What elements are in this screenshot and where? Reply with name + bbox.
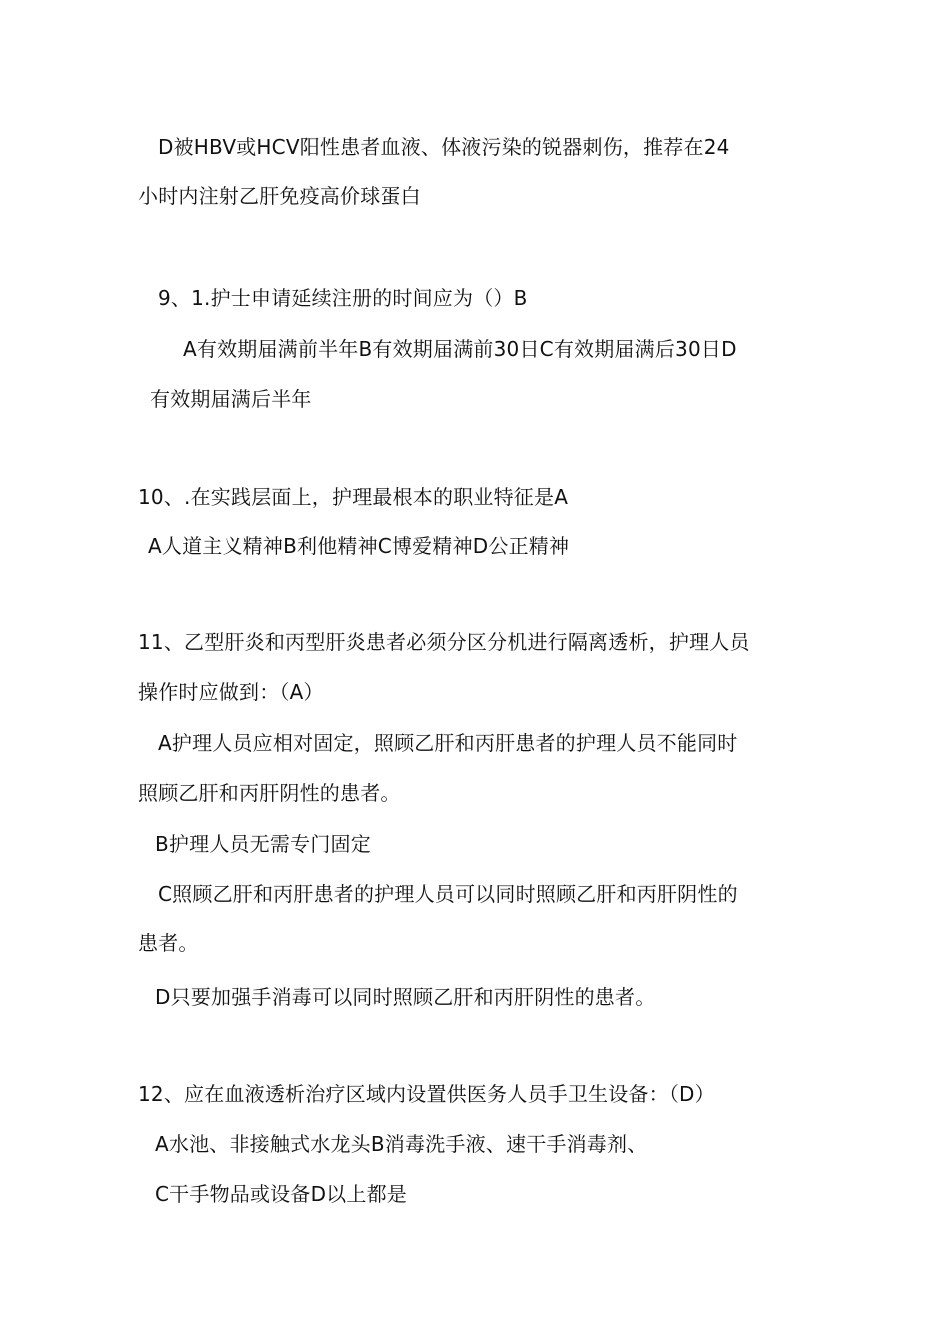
question-11-option-a: A护理人员应相对固定，照顾乙肝和丙肝患者的护理人员不能同时	[158, 731, 738, 755]
question-12: 12、应在血液透析治疗区域内设置供医务人员手卫生设备：（D）	[138, 1082, 715, 1106]
question-12-options-cont: C干手物品或设备D以上都是	[155, 1182, 407, 1206]
question-9-options-cont: 有效期届满后半年	[150, 387, 312, 411]
question-12-options: A水池、非接触式水龙头B消毒洗手液、速干手消毒剂、	[155, 1132, 648, 1156]
question-11: 11、乙型肝炎和丙型肝炎患者必须分区分机进行隔离透析，护理人员	[138, 630, 750, 654]
question-9: 9、1.护士申请延续注册的时间应为（）B	[158, 286, 528, 310]
question-9-options: A有效期届满前半年B有效期届满前30日C有效期届满后30日D	[183, 337, 737, 361]
question-11-option-c: C照顾乙肝和丙肝患者的护理人员可以同时照顾乙肝和丙肝阴性的	[158, 882, 738, 906]
question-10: 10、.在实践层面上，护理最根本的职业特征是A	[138, 485, 569, 509]
text-line: 小时内注射乙肝免疫高价球蛋白	[138, 184, 421, 208]
text-line: D被HBV或HCV阳性患者血液、体液污染的锐器刺伤，推荐在24	[158, 135, 730, 159]
question-11-cont: 操作时应做到：（A）	[138, 680, 324, 704]
question-10-options: A人道主义精神B利他精神C博爱精神D公正精神	[148, 534, 570, 558]
question-11-option-a-cont: 照顾乙肝和丙肝阴性的患者。	[138, 781, 401, 805]
question-11-option-c-cont: 患者。	[138, 931, 199, 955]
question-11-option-b: B护理人员无需专门固定	[155, 832, 371, 856]
question-11-option-d: D只要加强手消毒可以同时照顾乙肝和丙肝阴性的患者。	[155, 985, 656, 1009]
